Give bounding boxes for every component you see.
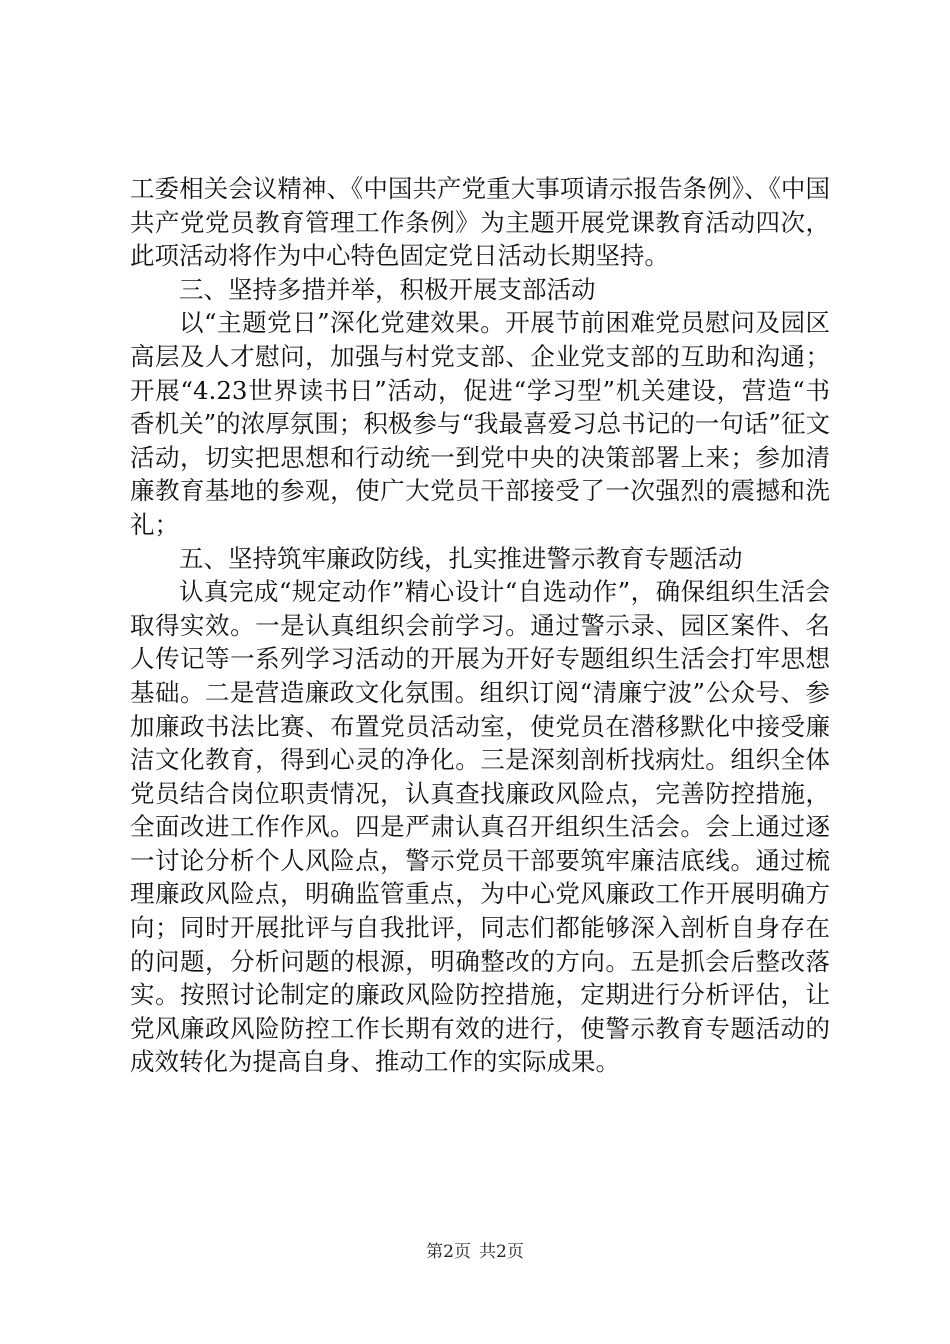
page-number: 第2页 — [426, 1242, 471, 1262]
section-heading-integrity: 五、坚持筑牢廉政防线，扎实推进警示教育专题活动 — [179, 543, 743, 573]
page-footer — [0, 1241, 950, 1263]
paragraph-continuation: 工委相关会议精神、《中国共产党重大事项请示报告条例》、《中国共产党党员教育管理工作条例》为主题开展党课教育活动四次，此项活动将作为中心特色固定党日活动长期坚持。 — [130, 174, 830, 271]
section-heading-activities: 三、坚持多措并举，积极开展支部活动 — [179, 274, 596, 304]
paragraph-warning-education: 认真完成“规定动作”精心设计“自选动作”，确保组织生活会取得实效。一是认真组织会前学习。通过警示录、园区案件、名人传记等一系列学习活动的开展为开好专题组织生活会打牢思想基础。二是营造廉政文化氛围。组织订阅“清廉宁波”公众号、参加廉政书法比赛、布置党员活动室，使党员在潜移默化中接受廉洁文化教育，得到心灵的净化。三是深刻剖析找病灶。组织全体党员结合岗位职责情况，认真查找廉政风险点，完善防控措施，全面改进工作作风。四是严肃认真召开组织生活会。会上通过逐一讨论分析个人风险点，警示党员干部要筑牢廉洁底线。通过梳理廉政风险点，明确监管重点，为中心党风廉政工作开展明确方向；同时开展批评与自我批评，同志们都能够深入剖析自身存在的问题，分析问题的根源，明确整改的方向。五是抓会后整改落实。按照讨论制定的廉政风险防控措施，定期进行分析评估，让党风廉政风险防控工作长期有效的进行，使警示教育专题活动的成效转化为提高自身、推动工作的实际成果。 — [130, 577, 830, 1077]
document-body — [130, 172, 830, 1079]
page-total: 共2页 — [479, 1242, 524, 1262]
paragraph-theme-party-day: 以“主题党日”深化党建效果。开展节前困难党员慰问及园区高层及人才慰问，加强与村党支部、企业党支部的互助和沟通；开展“4.23世界读书日”活动，促进“学习型”机关建设，营造“书香机关”的浓厚氛围；积极参与“我最喜爱习总书记的一句话”征文活动，切实把思想和行动统一到党中央的决策部署上来；参加清廉教育基地的参观，使广大党员干部接受了一次强烈的震撼和洗礼； — [130, 308, 830, 539]
